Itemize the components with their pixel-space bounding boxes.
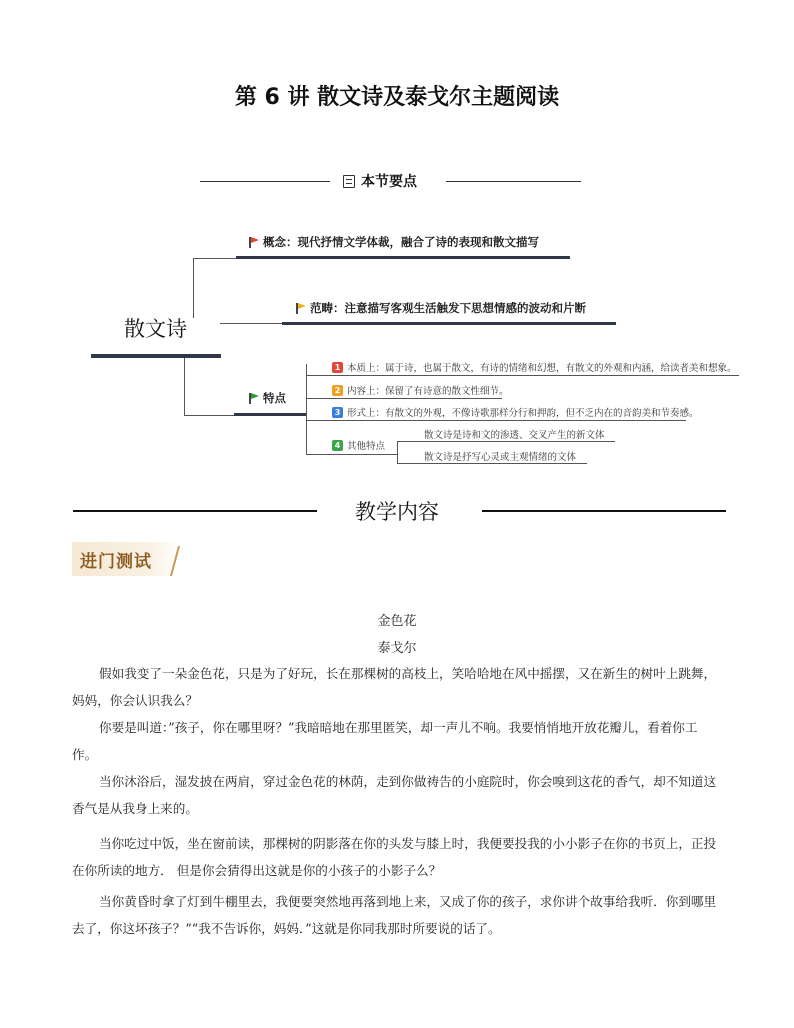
- feature-text: 内容上：保留了有诗意的散文性细节。: [347, 386, 509, 397]
- feature-item: [332, 405, 699, 419]
- feature-underline: [306, 375, 739, 376]
- entry-test-badge: [72, 542, 182, 576]
- document-title: 第 6 讲 散文诗及泰戈尔主题阅读: [234, 85, 560, 110]
- section-heading-label: 本节要点: [361, 174, 417, 190]
- other-feature-2: 散文诗是抒写心灵或主观情绪的文体: [424, 452, 577, 463]
- sub-underline: [397, 463, 587, 464]
- feature-text: 形式上：有散文的外观，不像诗歌那样分行和押韵，但不乏内在的音韵美和节奏感。: [347, 408, 699, 419]
- poem-paragraph: 当你黄昏时拿了灯到牛棚里去，我便要突然地再落到地上来，又成了你的孩子，求你讲个故事给我听．你到哪里去了，你这坏孩子？”“我不告诉你，妈妈．”这就是你同我那时所要说的话了。: [72, 894, 717, 936]
- mindmap-connector: [220, 323, 282, 324]
- mindmap: [0, 0, 794, 480]
- concept-underline: [236, 256, 570, 259]
- feature-item: [332, 383, 509, 397]
- mindmap-scope: [296, 300, 586, 316]
- feature-underline: [306, 398, 502, 399]
- number-badge: 1: [332, 362, 343, 373]
- other-feature-1: 散文诗是诗和文的渗透、交叉产生的新文体: [424, 430, 605, 441]
- sub-underline: [397, 441, 615, 442]
- features-label: 特点: [263, 391, 286, 405]
- mindmap-root: 散文诗: [124, 317, 187, 341]
- teaching-header: 教学内容: [355, 500, 439, 524]
- poem-author: 泰戈尔: [377, 641, 417, 656]
- features-underline: [234, 413, 306, 416]
- feature-underline: [306, 420, 686, 421]
- root-underline: [91, 354, 221, 358]
- concept-text: 概念：现代抒情文学体裁，融合了诗的表现和散文描写: [263, 235, 539, 249]
- feature-item: [332, 360, 737, 374]
- feature-text: 本质上：属于诗，也属于散文，有诗的情绪和幻想，有散文的外观和内涵，给读者美和想象。: [347, 363, 737, 374]
- poem-paragraph: 当你沐浴后，湿发披在两肩，穿过金色花的林荫，走到你做祷告的小庭院时，你会嗅到这花的香气，却不知道这香气是从我身上来的。: [72, 774, 717, 816]
- mindmap-connector: [184, 357, 185, 415]
- poem-paragraph: 你要是叫道：”孩子，你在哪里呀？”我暗暗地在那里匿笑，却一声儿不响。我要悄悄地开放花瓣儿，看着你工作。: [72, 720, 698, 762]
- poem-paragraph: 当你吃过中饭，坐在窗前读，那棵树的阴影落在你的头发与膝上时，我便要投我的小小影子在你的书页上，正投在你所读的地方． 但是你会猜得出这就是你的小孩子的小影子么？: [72, 836, 717, 878]
- mindmap-connector: [193, 258, 194, 318]
- badge-label: 进门测试: [80, 552, 152, 572]
- mindmap-features: [249, 390, 286, 406]
- feature-text: 其他特点: [347, 441, 386, 452]
- feature-underline: [306, 454, 388, 455]
- mindmap-concept: [249, 234, 539, 250]
- sub-bracket: [397, 441, 398, 463]
- teaching-divider-right: [482, 510, 726, 512]
- poem-paragraph: 假如我变了一朵金色花，只是为了好玩，长在那棵树的高枝上，笑哈哈地在风中摇摆，又在新生的树叶上跳舞，妈妈，你会认识我么？: [72, 666, 717, 708]
- mindmap-connector: [193, 258, 236, 259]
- yellow-flag-icon: [296, 303, 306, 314]
- features-bracket: [306, 364, 307, 455]
- green-flag-icon: [249, 393, 259, 404]
- scope-text: 范畴：注意描写客观生活触发下思想情感的波动和片断: [310, 301, 586, 315]
- poem-title: 金色花: [377, 614, 417, 629]
- sub-bracket: [388, 454, 397, 455]
- scope-underline: [282, 322, 616, 325]
- number-badge: 2: [332, 385, 343, 396]
- number-badge: 3: [332, 407, 343, 418]
- mindmap-connector: [184, 415, 234, 416]
- feature-item: [332, 438, 385, 452]
- red-flag-icon: [249, 237, 259, 248]
- number-badge: 4: [332, 440, 343, 451]
